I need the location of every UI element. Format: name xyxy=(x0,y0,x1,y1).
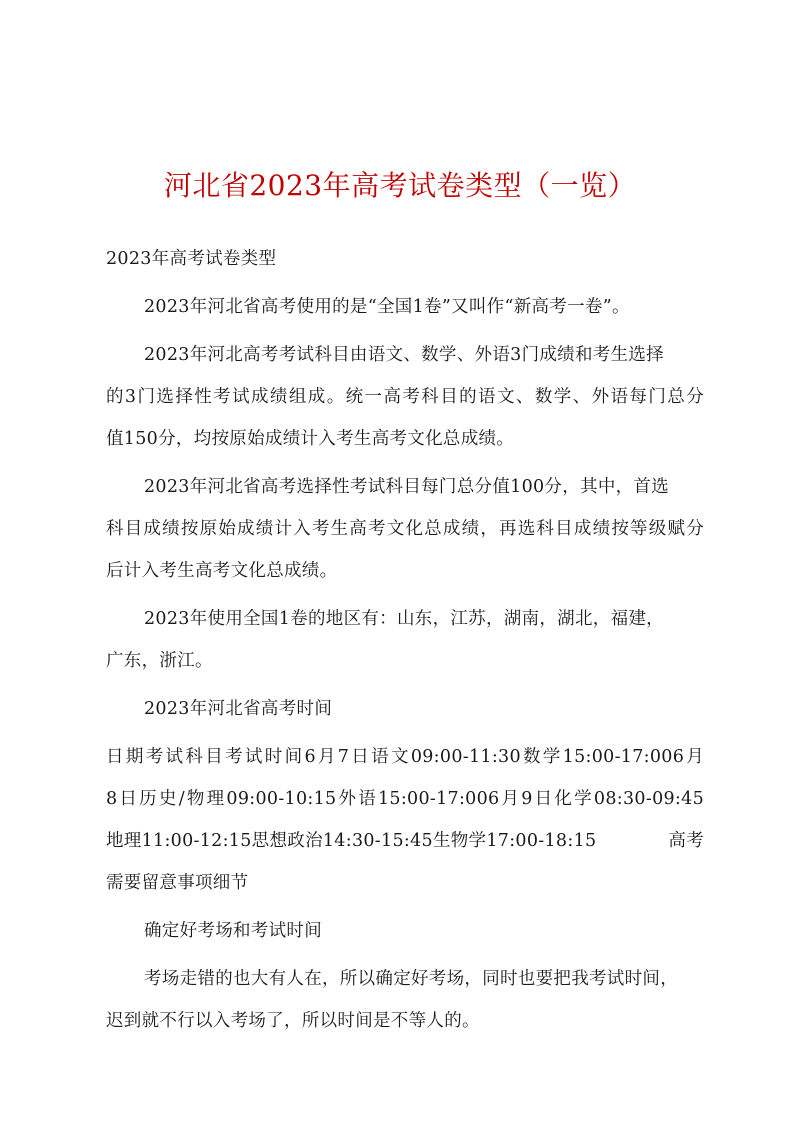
document-body xyxy=(106,238,704,1042)
paragraph-2-line-3: 值150分，均按原始成绩计入考生高考文化总成绩。 xyxy=(106,429,515,449)
schedule-line-3-tail: 高考 xyxy=(668,831,704,851)
schedule-line-1: 日期考试科目考试时间6月7日语文09:00-11:30数学15:00-17:006月 xyxy=(106,747,704,767)
paragraph-2-line-2: 的3门选择性考试成绩组成。统一高考科目的语文、数学、外语每门总分 xyxy=(106,387,704,407)
schedule-line-3-text: 地理11:00-12:15思想政治14:30-15:45生物学17:00-18:15 xyxy=(106,831,597,851)
paragraph-5: 2023年河北省高考时间 xyxy=(144,699,333,719)
paragraph-4-line-2: 广东，浙江。 xyxy=(106,651,213,671)
schedule-line-3 xyxy=(106,820,704,862)
paragraph-1: 2023年河北省高考使用的是“全国1卷”又叫作“新高考一卷”。 xyxy=(144,297,630,317)
paragraph-6: 确定好考场和考试时间 xyxy=(144,921,322,941)
paragraph-3-line-1: 2023年河北省高考选择性考试科目每门总分值100分，其中，首选 xyxy=(144,477,670,497)
schedule-line-4: 需要留意事项细节 xyxy=(106,873,249,893)
paragraph-3-line-3: 后计入考生高考文化总成绩。 xyxy=(106,561,338,581)
section-heading: 2023年高考试卷类型 xyxy=(106,249,277,269)
schedule-line-2: 8日历史/物理09:00-10:15外语15:00-17:006月9日化学08:30-09:45 xyxy=(106,789,704,809)
paragraph-3-line-2: 科目成绩按原始成绩计入考生高考文化总成绩，再选科目成绩按等级赋分 xyxy=(106,519,704,539)
paragraph-4-line-1: 2023年使用全国1卷的地区有：山东，江苏，湖南，湖北，福建， xyxy=(144,609,664,629)
document-title: 河北省2023年高考试卷类型（一览） xyxy=(163,169,637,202)
paragraph-7-line-2: 迟到就不行以入考场了，所以时间是不等人的。 xyxy=(106,1011,480,1031)
paragraph-2-line-1: 2023年河北高考考试科目由语文、数学、外语3门成绩和考生选择 xyxy=(144,345,664,365)
paragraph-7-line-1: 考场走错的也大有人在，所以确定好考场，同时也要把我考试时间， xyxy=(144,969,678,989)
